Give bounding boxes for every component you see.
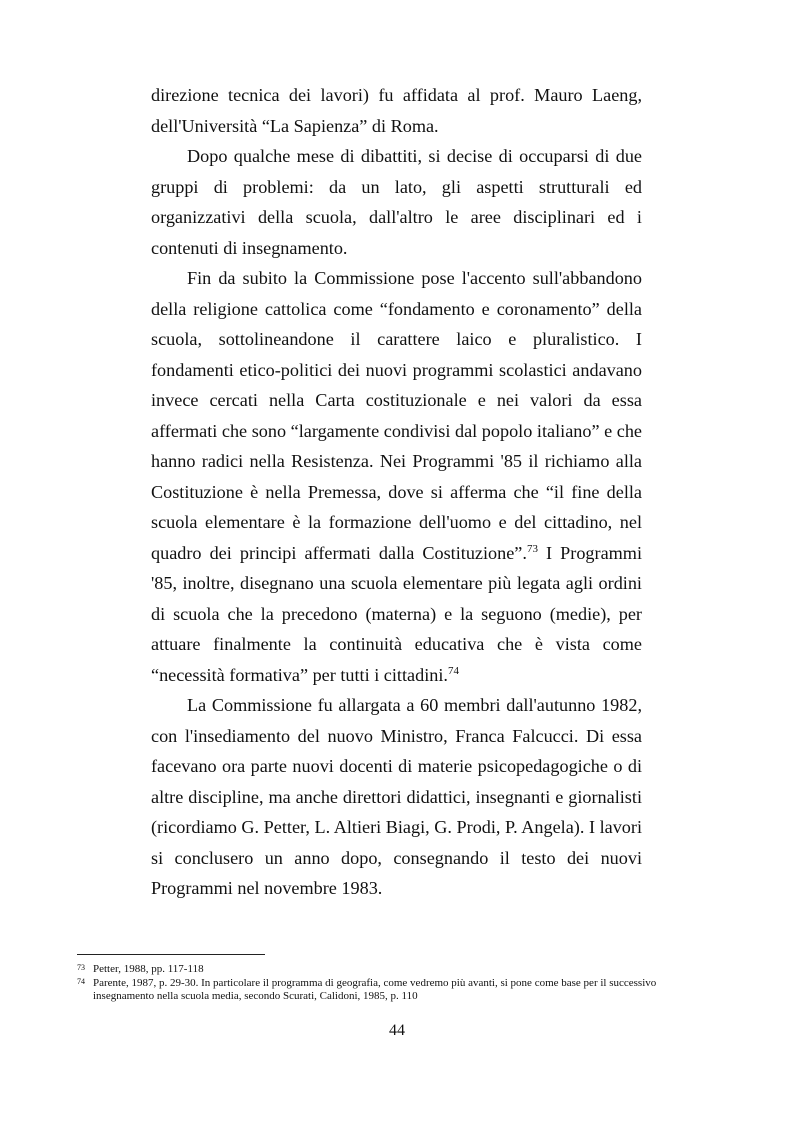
paragraph-1-text: direzione tecnica dei lavori) fu affidata al prof. Mauro Laeng, dell'Università “La Sapienza” di Roma. bbox=[151, 85, 642, 136]
footnote-number: 74 bbox=[77, 976, 85, 986]
paragraph-2 bbox=[151, 141, 642, 263]
paragraph-2-text: Dopo qualche mese di dibattiti, si decise di occuparsi di due gruppi di problemi: da un lato, gli aspetti strutturali ed organizzativi della scuola, dall'altro le aree disciplinari ed i contenuti di insegnamento. bbox=[151, 146, 642, 258]
footnote-73 bbox=[77, 963, 717, 977]
footnote-text: Petter, 1988, pp. 117-118 bbox=[93, 963, 204, 975]
footnote-ref-73[interactable]: 73 bbox=[526, 542, 538, 555]
paragraph-3 bbox=[151, 263, 642, 690]
paragraph-4-text: La Commissione fu allargata a 60 membri dall'autunno 1982, con l'insediamento del nuovo Ministro, Franca Falcucci. Di essa facevano ora parte nuovi docenti di materie psicopedagogiche o di altre discipline, ma anche direttori didattici, insegnanti e giornalisti (ricordiamo G. Petter, L. Altieri Biagi, G. Prodi, P. Angela). I lavori si conclusero un anno dopo, consegnando il testo dei nuovi Programmi nel novembre 1983. bbox=[151, 695, 642, 898]
paragraph-1 bbox=[151, 80, 642, 141]
footnote-text: Parente, 1987, p. 29-30. In particolare il programma di geografia, come vedremo più avanti, si pone come base per il successivo insegnamento nella scuola media, secondo Scurati, Calidoni, 1985, p. 110 bbox=[93, 976, 657, 1002]
footnotes bbox=[77, 963, 717, 1004]
body-text bbox=[151, 80, 642, 904]
footnote-ref-74[interactable]: 74 bbox=[447, 664, 459, 677]
footnote-separator bbox=[77, 954, 265, 955]
footnote-74 bbox=[77, 977, 717, 1004]
paragraph-3-text-b: I Programmi '85, inoltre, disegnano una scuola elementare più legata agli ordini di scuola che la precedono (materna) e la seguono (medie), per attuare finalmente la continuità educativa che è vista come “necessità formativa” per tutti i cittadini. bbox=[151, 542, 642, 685]
paragraph-3-text-a: Fin da subito la Commissione pose l'accento sull'abbandono della religione cattolica come “fondamento e coronamento” della scuola, sottolineandone il carattere laico e pluralistico. I fondamenti etico-politici dei nuovi programmi scolastici andavano invece cercati nella Carta costituzionale e nei valori da essa affermati che sono “largamente condivisi dal popolo italiano” e che hanno radici nella Resistenza. Nei Programmi '85 il richiamo alla Costituzione è nella Premessa, dove si afferma che “il fine della scuola elementare è la formazione dell'uomo e del cittadino, nel quadro dei principi affermati dalla Costituzione”. bbox=[151, 268, 642, 563]
page-number: 44 bbox=[389, 1022, 405, 1039]
footnote-number: 73 bbox=[77, 963, 85, 972]
paragraph-4 bbox=[151, 690, 642, 904]
